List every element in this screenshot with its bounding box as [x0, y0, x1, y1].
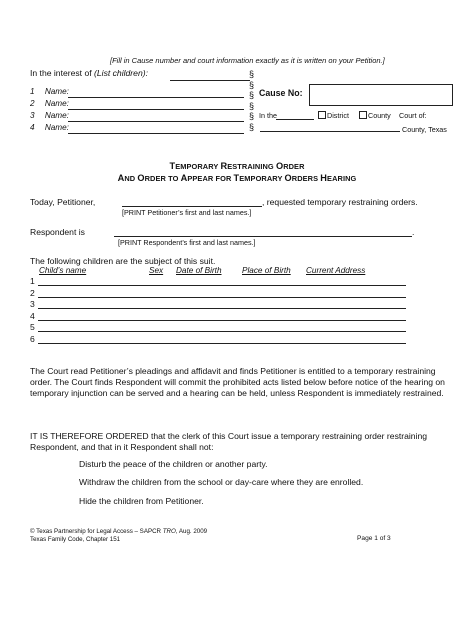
title-cap: H	[320, 173, 328, 183]
county-name-field[interactable]	[260, 131, 400, 132]
footer-text: , Aug. 2009	[175, 528, 208, 535]
order-paragraph: IT IS THEREFORE ORDERED that the clerk of this Court issue a temporary restraining order restraining Respondent, and that in it Respondent shall not:	[30, 431, 428, 453]
title-small: EMPORARY	[175, 162, 221, 171]
child-row-field-6[interactable]	[38, 343, 406, 344]
child-row-number-2: 2	[30, 288, 35, 298]
name-label: Name:	[44, 99, 69, 108]
name-label: Name:	[44, 123, 69, 132]
interest-label-text: In the interest of	[30, 68, 92, 78]
instruction-text: [Fill in Cause number and court information exactly as it is written on your Petition.]	[110, 56, 385, 65]
section-symbols	[249, 69, 254, 132]
child-row-field-4[interactable]	[38, 320, 406, 321]
child-name-row-3	[30, 111, 69, 120]
footer-copyright	[30, 528, 207, 535]
title-line-1	[0, 161, 474, 171]
district-label: District	[327, 111, 349, 120]
child-row-number-3: 3	[30, 299, 35, 309]
title-small: EARING	[327, 174, 357, 183]
findings-paragraph: The Court read Petitioner’s pleadings and affidavit and finds Petitioner is entitled to a temporary restraining order. The Court finds Respondent will commit the prohibited acts listed below before notice of the hearing on temporary injunction can be served and a hearing can be held, unless Respondent is immediately restrained.	[30, 366, 445, 399]
child-name-field-2[interactable]	[68, 109, 244, 110]
court-of-label: Court of:	[399, 111, 427, 120]
petitioner-name-field[interactable]	[122, 206, 262, 207]
child-row-field-3[interactable]	[38, 308, 406, 309]
title-small: EMPORARY	[239, 174, 285, 183]
title-cap: A	[117, 173, 125, 183]
title-cap: T	[233, 173, 240, 183]
page-number: Page 1 of 3	[357, 535, 391, 542]
cause-number-field[interactable]	[309, 84, 453, 106]
county-texas-label: County, Texas	[402, 125, 447, 134]
in-the-label: In the	[259, 111, 277, 120]
title-small: ESTRAINING	[227, 162, 276, 171]
section-symbol: §	[249, 79, 255, 90]
child-row-field-2[interactable]	[38, 297, 406, 298]
order-item-3: Hide the children from Petitioner.	[79, 496, 204, 506]
child-row-field-5[interactable]	[38, 331, 406, 332]
petitioner-lead: Today, Petitioner,	[30, 197, 96, 207]
section-symbol: §	[249, 69, 255, 79]
district-checkbox[interactable]	[318, 111, 326, 119]
title-small: RDER	[283, 162, 305, 171]
child-name-field-1[interactable]	[68, 97, 244, 98]
child-row-field-1[interactable]	[38, 285, 406, 286]
child-name-field-3[interactable]	[68, 121, 244, 122]
petitioner-tail: , requested temporary restraining orders.	[262, 197, 418, 207]
row-number: 3	[30, 111, 35, 120]
county-label: County	[368, 111, 391, 120]
children-intro: The following children are the subject of this suit.	[30, 256, 216, 266]
interest-label	[30, 68, 148, 78]
respondent-tail: .	[412, 227, 415, 237]
footer-italic: TRO	[162, 528, 176, 535]
title-cap: O	[137, 173, 145, 183]
child-name-row-4	[30, 123, 69, 132]
title-small: PPEAR FOR	[187, 174, 234, 183]
title-cap: O	[284, 173, 292, 183]
title-cap: A	[180, 173, 188, 183]
child-name-row-1	[30, 87, 69, 96]
respondent-lead: Respondent is	[30, 227, 85, 237]
title-line-2	[0, 173, 474, 183]
county-checkbox[interactable]	[359, 111, 367, 119]
title-cap: O	[275, 161, 284, 171]
child-row-number-1: 1	[30, 276, 35, 286]
row-number: 2	[30, 99, 35, 108]
section-symbol: §	[249, 100, 255, 111]
row-number: 1	[30, 87, 35, 96]
child-row-number-5: 5	[30, 322, 35, 332]
name-label: Name:	[44, 111, 69, 120]
child-row-number-6: 6	[30, 334, 35, 344]
order-item-1: Disturb the peace of the children or another party.	[79, 459, 268, 469]
cause-label: Cause No:	[259, 88, 303, 98]
section-symbol: §	[249, 111, 255, 121]
petitioner-hint: [PRINT Petitioner’s first and last names.]	[122, 208, 252, 217]
header-child-name: Child’s name	[39, 266, 87, 275]
name-label: Name:	[44, 87, 69, 96]
title-cap: R	[220, 161, 228, 171]
footer-text: © Texas Partnership for Legal Access – SAPCR	[30, 528, 163, 535]
header-sex: Sex	[149, 266, 164, 275]
respondent-hint: [PRINT Respondent’s first and last names.]	[118, 238, 256, 247]
header-date-of-birth: Date of Birth	[176, 266, 222, 275]
child-name-row-2	[30, 99, 69, 108]
section-symbol: §	[249, 90, 255, 100]
child-row-number-4: 4	[30, 311, 35, 321]
header-current-address: Current Address	[306, 266, 366, 275]
title-small: ND	[124, 174, 138, 183]
row-number: 4	[30, 123, 35, 132]
header-place-of-birth: Place of Birth	[242, 266, 291, 275]
court-number-field[interactable]	[276, 119, 314, 120]
interest-hint: (List children):	[94, 68, 148, 78]
interest-line[interactable]	[170, 80, 250, 81]
title-small: RDER TO	[144, 174, 181, 183]
respondent-name-field[interactable]	[114, 236, 412, 237]
footer-code: Texas Family Code, Chapter 151	[30, 536, 121, 543]
order-item-2: Withdraw the children from the school or day-care where they are enrolled.	[79, 477, 364, 487]
title-small: RDERS	[291, 174, 321, 183]
child-name-field-4[interactable]	[68, 133, 244, 134]
title-cap: T	[169, 161, 176, 171]
section-symbol: §	[249, 121, 255, 132]
